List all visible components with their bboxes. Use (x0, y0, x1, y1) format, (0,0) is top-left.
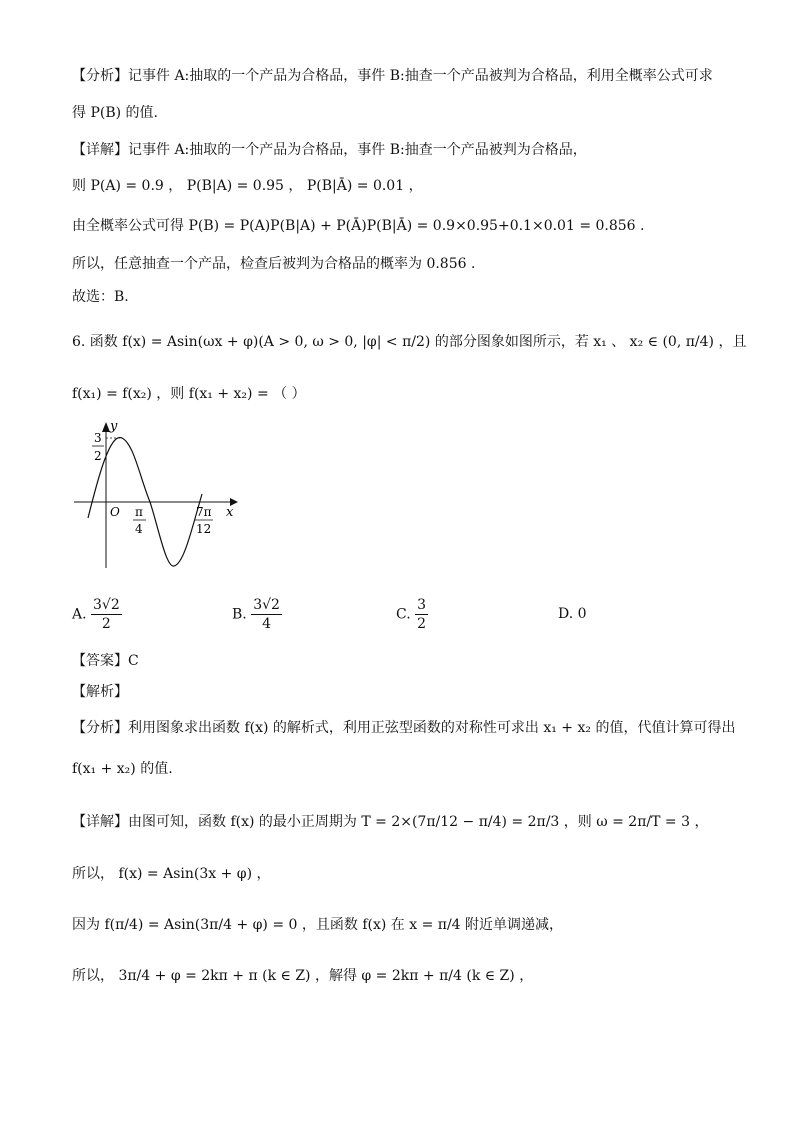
question-6-line-1: 6. 函数 f(x) = Asin(ωx + φ)(A > 0, ω > 0, |φ| < π/2) 的部分图象如图所示，若 x₁ 、 x₂ ∈ (0, π/4) ，且 (72, 334, 747, 350)
answer-line: 【答案】C (72, 653, 139, 669)
fenxi-line-1: 【分析】利用图象求出函数 f(x) 的解析式，利用正弦型函数的对称性可求出 x₁ + x₂ 的值，代值计算可得出 (72, 720, 736, 736)
x-tick2-num: 7π (196, 505, 212, 519)
option-c (396, 596, 428, 633)
option-c-den: 2 (417, 616, 427, 632)
xiangjie-line-3: 因为 f(π/4) = Asin(3π/4 + φ) = 0 ，且函数 f(x) 在 x = π/4 附近单调递减， (72, 917, 564, 933)
xiangjie-line-4: 所以， 3π/4 + φ = 2kπ + π (k ∈ Z) ，解得 φ = 2kπ + π/4 (k ∈ Z) ， (72, 968, 534, 984)
option-a (72, 596, 122, 633)
option-b-num: 3√2 (253, 597, 280, 613)
option-d-label: D. (558, 606, 574, 622)
detail-line-2: 则 P(A) = 0.9 ， P(B|A) = 0.95 ， P(B|Ā) = 0.01 ， (72, 178, 423, 194)
option-c-label: C. (396, 606, 411, 623)
option-a-label: A. (72, 606, 87, 623)
y-tick-den: 2 (94, 449, 102, 463)
fenxi-line-2: f(x₁ + x₂) 的值. (72, 761, 173, 777)
option-b-label: B. (232, 606, 247, 623)
analysis-heading: 【解析】 (72, 684, 128, 700)
question-6-line-2: f(x₁) = f(x₂) ，则 f(x₁ + x₂) = （ ） (72, 386, 306, 402)
detail-line-3: 由全概率公式可得 P(B) = P(A)P(B|A) + P(Ā)P(B|Ā) = 0.9×0.95+0.1×0.01 = 0.856 . (72, 218, 645, 234)
analysis-line-2: 得 P(B) 的值. (72, 105, 158, 121)
option-b (232, 596, 282, 633)
y-tick-num: 3 (94, 431, 102, 445)
x-axis-label: x (226, 505, 234, 520)
y-axis-label: y (110, 419, 118, 434)
option-b-den: 4 (262, 616, 272, 632)
y-axis-arrow (102, 422, 110, 432)
detail-line-1: 【详解】记事件 A:抽取的一个产品为合格品，事件 B:抽查一个产品被判为合格品， (72, 142, 587, 158)
xiangjie-line-1: 【详解】由图可知，函数 f(x) 的最小正周期为 T = 2×(7π/12 − π/4) = 2π/3 ，则 ω = 2π/T = 3 ， (72, 814, 709, 830)
option-a-den: 2 (101, 616, 111, 632)
option-c-num: 3 (417, 597, 427, 613)
option-d (558, 604, 587, 624)
xiangjie-line-2: 所以， f(x) = Asin(3x + φ) ， (72, 866, 271, 882)
option-a-num: 3√2 (93, 597, 120, 613)
x-tick1-den: 4 (135, 522, 143, 536)
x-tick2-den: 12 (196, 522, 212, 536)
detail-line-4: 所以，任意抽查一个产品，检查后被判为合格品的概率为 0.856 . (72, 256, 476, 272)
analysis-line-1: 【分析】记事件 A:抽取的一个产品为合格品，事件 B:抽查一个产品被判为合格品，利用全概率公式可求 (72, 68, 713, 84)
choice-line: 故选：B. (72, 289, 129, 305)
sine-graph (70, 418, 250, 578)
origin-label: O (110, 505, 120, 519)
option-d-value: 0 (577, 606, 587, 622)
x-tick1-num: π (135, 505, 143, 519)
